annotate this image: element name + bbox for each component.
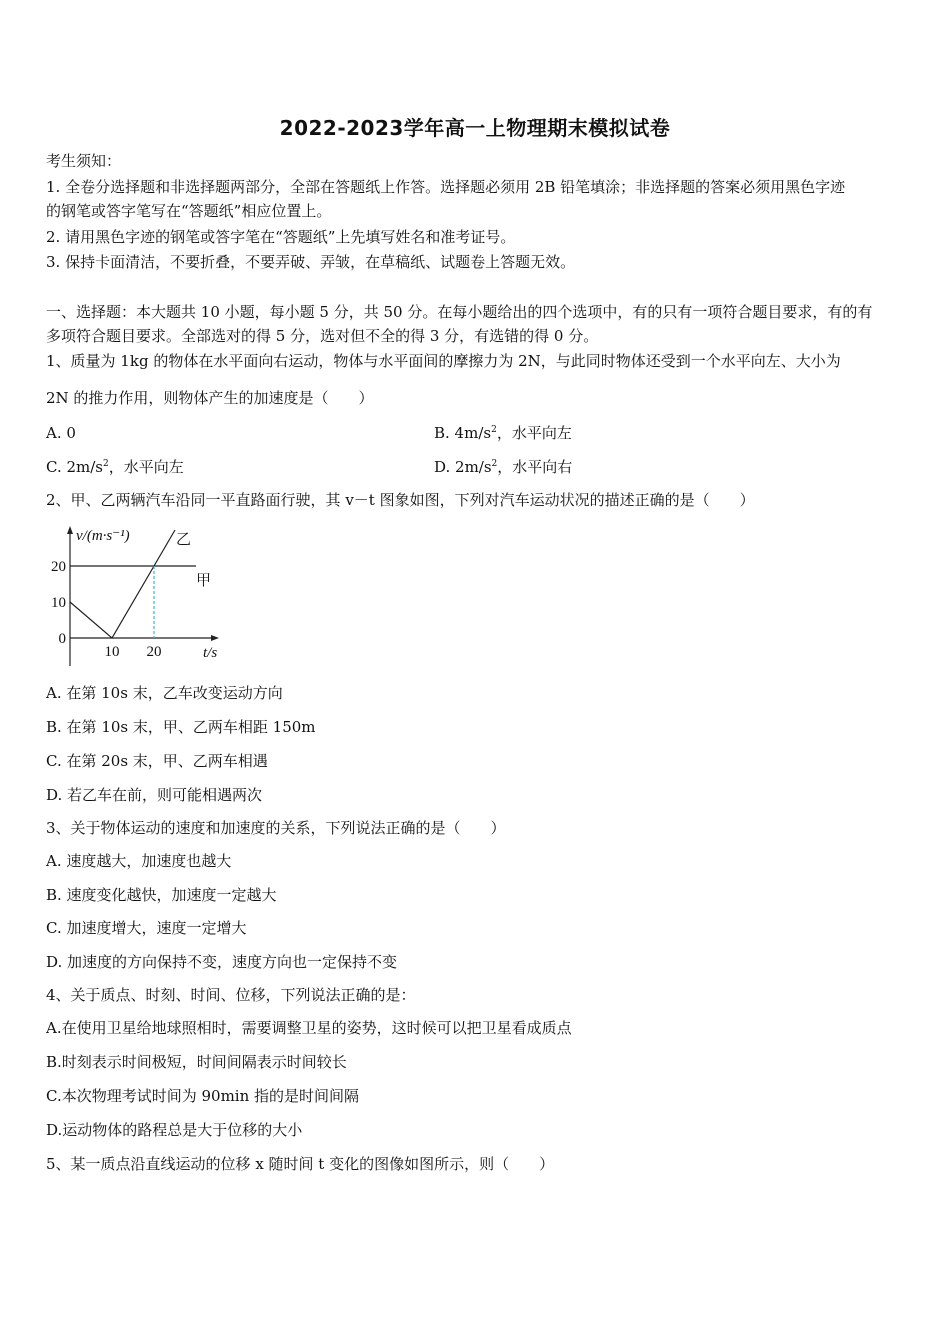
- q4-option-a: A.在使用卫星给地球照相时，需要调整卫星的姿势，这时候可以把卫星看成质点: [46, 1019, 572, 1037]
- question-1-stem: 2N 的推力作用，则物体产生的加速度是（ ）: [46, 389, 374, 407]
- series-label-jia: 甲: [196, 573, 212, 589]
- question-2-stem: 2、甲、乙两辆汽车沿同一平直路面行驶，其 v－t 图象如图，下列对汽车运动状况的描述正确的是（ ）: [46, 491, 755, 509]
- q2-option-c: C. 在第 20s 末，甲、乙两车相遇: [46, 752, 268, 770]
- x-axis-label: t/s: [203, 645, 218, 661]
- notice-item: 2. 请用黑色字迹的钢笔或答字笔在“答题纸”上先填写姓名和准考证号。: [46, 228, 516, 246]
- section-instructions: 多项符合题目要求。全部选对的得 5 分，选对但不全的得 3 分，有选错的得 0 分。: [46, 327, 599, 345]
- series-line: [70, 530, 175, 638]
- notice-item: 1. 全卷分选择题和非选择题两部分，全部在答题纸上作答。选择题必须用 2B 铅笔填涂；非选择题的答案必须用黑色字迹: [46, 178, 846, 196]
- q4-option-c: C.本次物理考试时间为 90min 指的是时间间隔: [46, 1087, 360, 1105]
- q2-option-a: A. 在第 10s 末，乙车改变运动方向: [46, 684, 283, 702]
- y-tick-label: 0: [58, 631, 66, 647]
- q4-option-d: D.运动物体的路程总是大于位移的大小: [46, 1121, 303, 1139]
- question-3-stem: 3、关于物体运动的速度和加速度的关系，下列说法正确的是（ ）: [46, 819, 506, 837]
- vt-graph: [40, 518, 230, 668]
- q4-option-b: B.时刻表示时间极短，时间间隔表示时间较长: [46, 1053, 347, 1071]
- q3-option-c: C. 加速度增大，速度一定增大: [46, 919, 247, 937]
- q3-option-a: A. 速度越大，加速度也越大: [46, 852, 232, 870]
- y-tick-label: 20: [51, 559, 66, 575]
- q1-option-c: C. $2m/s^2$，水平向左: [46, 458, 184, 476]
- y-axis-arrow: [67, 526, 73, 534]
- question-1-stem: 1、质量为 1kg 的物体在水平面向右运动，物体与水平面间的摩擦力为 2N，与此同时物体还受到一个水平向左、大小为: [46, 352, 841, 370]
- x-tick-label: 10: [104, 644, 120, 660]
- y-tick-label: 10: [51, 595, 66, 611]
- q3-option-b: B. 速度变化越快，加速度一定越大: [46, 886, 277, 904]
- q1-option-b: B. $4m/s^2$，水平向左: [434, 424, 572, 442]
- notice-item: 的钢笔或答字笔写在“答题纸”相应位置上。: [46, 202, 332, 220]
- q1-option-d: D. $2m/s^2$，水平向右: [434, 458, 573, 476]
- series-label-yi: 乙: [176, 532, 192, 548]
- q1-option-a: A. 0: [46, 424, 76, 442]
- page-title: 2022-2023学年高一上物理期末模拟试卷: [279, 116, 671, 140]
- y-axis-label: v/(m·s⁻¹): [76, 528, 130, 544]
- x-tick-label: 20: [146, 644, 162, 660]
- notice-heading: 考生须知：: [46, 152, 122, 170]
- question-5-stem: 5、某一质点沿直线运动的位移 x 随时间 t 变化的图像如图所示，则（ ）: [46, 1155, 555, 1173]
- notice-item: 3. 保持卡面清洁，不要折叠，不要弄破、弄皱，在草稿纸、试题卷上答题无效。: [46, 253, 576, 271]
- section-instructions: 一、选择题：本大题共 10 小题，每小题 5 分，共 50 分。在每小题给出的四个选项中，有的只有一项符合题目要求，有的有: [46, 303, 873, 321]
- q2-option-d: D. 若乙车在前，则可能相遇两次: [46, 786, 263, 804]
- q2-option-b: B. 在第 10s 末，甲、乙两车相距 150m: [46, 718, 316, 736]
- q3-option-d: D. 加速度的方向保持不变，速度方向也一定保持不变: [46, 953, 398, 971]
- question-4-stem: 4、关于质点、时刻、时间、位移，下列说法正确的是：: [46, 986, 416, 1004]
- x-axis-arrow: [211, 635, 219, 641]
